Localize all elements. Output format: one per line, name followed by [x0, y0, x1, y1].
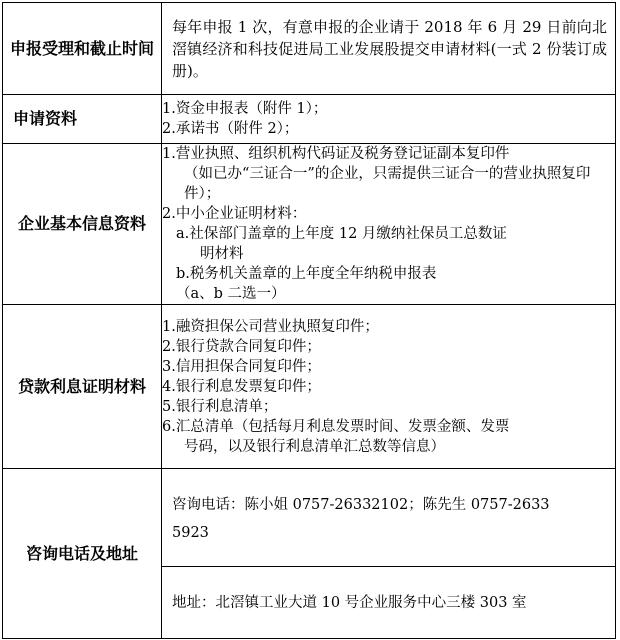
basic-info-note: （a、b 二选一） [176, 286, 286, 302]
deadline-text: 每年申报 1 次，有意申报的企业请于 2018 年 6 月 29 日前向北滘镇经济和科技促进局工业发展股提交申请材料(一式 2 份装订成册)。 [172, 17, 607, 80]
row-contact-phone [3, 469, 616, 567]
materials-item-1: 1.资金申报表（附件 1）； [162, 101, 328, 117]
materials-item-2: 2.承诺书（附件 2）； [162, 121, 299, 137]
loan-item-3: 3.信用担保合同复印件； [162, 358, 321, 375]
loan-item-5: 5.银行利息清单； [162, 398, 278, 415]
content-deadline [162, 3, 616, 95]
label-materials: 申请资料 [3, 95, 162, 144]
content-loan-interest [162, 305, 616, 469]
row-loan-interest [3, 305, 616, 469]
basic-info-sub-a: a.社保部门盖章的上年度 12 月缴纳社保员工总数证 [176, 226, 507, 242]
label-contact: 咨询电话及地址 [3, 469, 162, 639]
contact-phone-line-1: 咨询电话：陈小姐 0757-26332102；陈先生 0757-2633 [172, 496, 550, 513]
loan-item-6: 6.汇总清单（包括每月利息发票时间、发票金额、发票 [162, 418, 510, 435]
label-basic-info: 企业基本信息资料 [3, 144, 162, 305]
label-loan-interest: 贷款利息证明材料 [3, 305, 162, 469]
loan-item-2: 2.银行贷款合同复印件； [162, 338, 321, 355]
content-basic-info [162, 144, 616, 305]
content-contact-phone [162, 469, 616, 567]
basic-info-item-1-cont: （如已办“三证合一”的企业，只需提供三证合一的营业执照复印件）； [184, 166, 591, 202]
contact-address: 地址：北滘镇工业大道 10 号企业服务中心三楼 303 室 [172, 594, 527, 611]
content-materials [162, 95, 616, 144]
label-deadline: 申报受理和截止时间 [3, 3, 162, 95]
loan-item-6-cont: 号码，以及银行利息清单汇总数等信息） [184, 438, 445, 455]
loan-item-1: 1.融资担保公司营业执照复印件； [162, 318, 379, 335]
row-deadline [3, 3, 616, 95]
basic-info-item-2: 2.中小企业证明材料： [162, 206, 307, 222]
row-materials [3, 95, 616, 144]
content-contact-address [162, 567, 616, 639]
basic-info-item-1: 1.营业执照、组织机构代码证及税务登记证副本复印件 [162, 146, 510, 162]
application-info-table [2, 2, 616, 639]
loan-item-4: 4.银行利息发票复印件； [162, 378, 321, 395]
basic-info-sub-a-cont: 明材料 [200, 246, 244, 262]
contact-phone-line-2: 5923 [172, 524, 209, 541]
basic-info-sub-b: b.税务机关盖章的上年度全年纳税申报表 [176, 266, 437, 282]
row-basic-info [3, 144, 616, 305]
